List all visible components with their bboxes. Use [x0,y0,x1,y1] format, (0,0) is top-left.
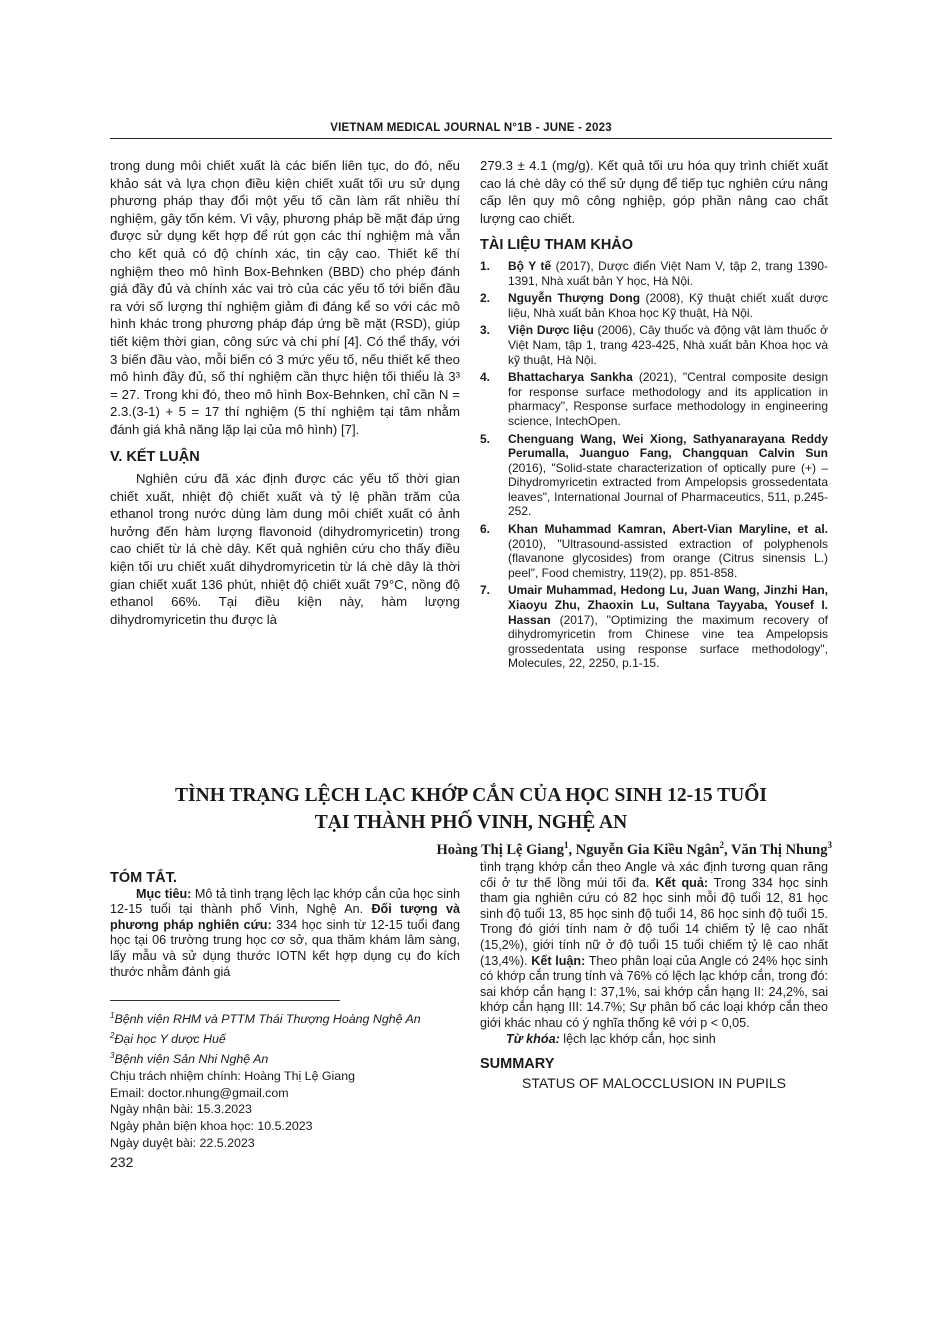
date-approved: Ngày duyệt bài: 22.5.2023 [110,1135,255,1150]
footnotes [110,1008,460,1152]
body-paragraph: trong dung môi chiết xuất là các biến liên tục, do đó, nếu khảo sát và lựa chọn điều kiện chiết xuất tối ưu sử dụng phương pháp thay đổi một yếu tố cần làm rất nhiều thí nghiệm, gây tốn kém. Vì vậy, phương pháp bề mặt đáp ứng được sử dụng kết hợp để rút gọn các thí nghiệm mà vẫn cho kết quả có độ chính xác, tin cậy cao. Thiết kế thí nghiệm theo mô hình Box-Behnken (BBD) cho phép đánh giá đầy đủ và chính xác vai trò của các yếu tố tới biến đầu ra với số lượng thí nghiệm giảm đi đáng kể so với các mô hình khác trong phương pháp đáp ứng bề mặt (RSD), giúp tiết kiệm thời gian, công sức và chi phí [4]. Có thể thấy, với 3 biến đầu vào, mỗi biến có 3 mức yếu tố, nếu thiết kế theo mô hình đầy đủ, số thí nghiệm cần thực hiện tối thiểu là 3³ = 27. Trong khi đó, theo mô hình Box-Behnken, chỉ cần N = 2.3.(3-1) + 5 = 17 thí nghiệm (5 thí nghiệm tại tâm nhằm đánh giá khả năng lặp lại của mô hình) [7]. [110,158,460,437]
affiliation-footnote [110,1028,460,1048]
date-received: Ngày nhận bài: 15.3.2023 [110,1102,252,1117]
conclusion-paragraph: Nghiên cứu đã xác định được các yếu tố thời gian chiết xuất, nhiệt độ chiết xuất và tỷ lệ phần trăm của ethanol trong nước dùng làm dung môi chiết xuất có ảnh hưởng đến hàm lượng flavonoid (dihydromyricetin) trong cao chiết từ lá chè dây. Kết quả nghiên cứu cho thấy điều kiện tối ưu chiết xuất dihydromyricetin từ lá chè dây là thời gian chiết xuất 136 phút, nhiệt độ chiết xuất 79°C, nồng độ ethanol 66%. Tại điều kiện này, hàm lượng dihydromyricetin thu được là [110,471,460,627]
contact-email: Email: doctor.nhung@gmail.com [110,1085,289,1100]
author-name: , Văn Thị Nhung [724,841,828,858]
footnote-text: Đại học Y dược Huế [114,1032,226,1047]
responsible-author: Chịu trách nhiệm chính: Hoàng Thị Lệ Giang [110,1068,355,1083]
reference-item [480,583,828,671]
reference-author: Bhattacharya Sankha [508,370,633,385]
reference-item [480,370,828,428]
abstract-heading: TÓM TẮT. [110,870,177,886]
article-title-line: TẠI THÀNH PHỐ VINH, NGHỆ AN [314,812,628,833]
reference-text: (2017), Dược điển Việt Nam V, tập 2, trang 1390-1391, Nhà xuất bản Y học, Hà Nội. [508,258,829,288]
footnote-rule [110,1000,340,1001]
keywords-text: lệch lạc khớp cắn, học sinh [559,1031,716,1046]
result-label: Kết quả: [649,875,709,890]
reference-number: 5. [480,431,491,446]
reference-text: (2010), "Ultrasound-assisted extraction of polyphenols (flavanone glycosides) from orange (Citrus sinensis L.) peel", Food chemistry, 119(2), pp. 851-858. [508,536,828,580]
abstract-left-column [110,871,460,980]
author-name: , Nguyễn Gia Kiều Ngân [568,841,720,858]
author-affiliation-mark: 1 [563,840,569,850]
reference-author: Chenguang Wang, Wei Xiong, Sathyanarayana Reddy Perumalla, Juanguo Fang, Changquan Calvin Sun [508,431,828,461]
author-affiliation-mark: 3 [827,840,832,850]
result-text: Trong 334 học sinh tham gia nghiên cứu có 82 học sinh mỗi độ tuổi 12, 81 học sinh độ tuổi 13, 85 học sinh độ tuổi 14, 86 học sinh độ tuổi 15. Trong đó giới tính nam ở độ tuổi 14 chiếm tỷ lệ cao nhất (15,2%), giới tính nữ ở độ tuổi 15 tuổi chiếm tỷ lệ cao nhất (13,4%). [480,875,829,968]
reference-author: Nguyễn Thượng Dong [508,291,641,306]
section-heading-conclusion: V. KẾT LUẬN [110,448,200,465]
article-title-line: TÌNH TRẠNG LỆCH LẠC KHỚP CẮN CỦA HỌC SINH 12-15 TUỔI [175,785,767,806]
header-rule [110,138,832,139]
keywords-label: Từ khóa: [506,1031,560,1046]
affiliation-footnote [110,1008,460,1028]
summary-title: STATUS OF MALOCCLUSION IN PUPILS [522,1074,786,1091]
reference-item [480,522,828,580]
footnote-text: Bệnh viện Sản Nhi Nghệ An [114,1051,269,1066]
conclusion-label: Kết luận: [527,953,586,968]
article-title [110,782,832,836]
article-authors [110,840,832,859]
reference-text: (2021), "Central composite design for response surface methodology and its application in pharmacy", Response surface methodology in engineering science, IntechOpen. [508,370,828,428]
reference-text: (2006), Cây thuốc và động vật làm thuốc ở Việt Nam, tập 1, trang 423-425, Nhà xuất bản Khoa học và kỹ thuật, Hà Nội. [508,323,828,367]
reference-number: 6. [480,522,491,537]
objective-text: Mô tả tình trạng lệch lạc khớp cắn của học sinh 12-15 tuổi tại thành phố Vinh, Nghệ An. [110,886,460,917]
reference-item [480,432,828,520]
objective-label: Mục tiêu: [136,886,192,901]
method-label: Đối tượng và phương pháp nghiên cứu: [110,902,460,932]
reference-item [480,291,828,320]
reference-list [480,259,828,671]
reference-author: Khan Muhammad Kamran, Abert-Vian Maryline, et al. [508,522,828,537]
author-affiliation-mark: 2 [719,840,725,850]
reference-number: 3. [480,323,491,338]
left-column [110,157,460,628]
conclusion-text: Theo phân loại của Angle có 24% học sinh có khớp cắn trung tính và 76% có lệch lạc khớp cắn, trong đó: sai khớp cắn hạng I: 37,1%, sai khớp cắn hạng II: 24,2%, sai khớp cắn hạng III: 14.7%; Sự phân bố các loại khớp cắn theo giới khác nhau có ý nghĩa thống kê với p < 0,05. [480,953,828,1030]
reference-author: Viện Dược liệu [508,323,594,338]
reference-item [480,323,828,367]
abstract-right-column [480,860,828,1091]
reference-text: (2017), "Optimizing the maximum recovery of dihydromyricetin from Chinese vine tea Ampelopsis grossedentata using response surface methodology", Molecules, 22, 2250, p.1-15. [508,612,828,671]
footnote-mark: 3 [110,1050,115,1060]
date-reviewed: Ngày phản biện khoa học: 10.5.2023 [110,1119,313,1134]
method-text: 334 học sinh từ 12-15 tuổi đang học tại 06 trường trung học cơ sở, qua thăm khám lâm sàng, lấy mẫu và sử dụng thước IOTN kết hợp dụng cụ đo kích thước nhằm đánh giá [110,917,460,979]
reference-number: 7. [480,583,491,598]
author-name: Hoàng Thị Lệ Giang [436,841,564,858]
body-paragraph: 279.3 ± 4.1 (mg/g). Kết quả tối ưu hóa quy trình chiết xuất cao lá chè dây có thể sử dụng để tiếp tục nghiên cứu nâng cấp lên quy mô công nghiệp, góp phần nâng cao chất lượng cao chiết. [480,158,828,226]
page-number: 232 [110,1154,134,1170]
reference-text: (2008), Kỹ thuật chiết xuất dược liệu, Nhà xuất bản Khoa học Kỹ thuật, Hà Nội. [508,291,828,320]
reference-number: 4. [480,370,491,385]
journal-header: VIETNAM MEDICAL JOURNAL N°1B - JUNE - 2023 [330,122,612,134]
summary-heading: SUMMARY [480,1056,555,1073]
footnote-mark: 1 [110,1011,115,1020]
keywords [480,1032,828,1048]
abstract-paragraph [480,860,828,1032]
footnote-text: Bệnh viện RHM và PTTM Thái Thượng Hoàng Nghệ An [114,1012,421,1027]
abstract-paragraph [110,887,460,981]
reference-author: Bộ Y tế [508,258,552,273]
reference-number: 1. [480,258,491,273]
right-column [480,157,828,674]
reference-text: (2016), "Solid-state characterization of optically pure (+) – Dihydromyricetin extracted from Ampelopsis grossedentata leaves", International Journal of Pharmaceutics, 511, p.245-252. [508,460,828,519]
section-heading-references: TÀI LIỆU THAM KHẢO [480,237,634,254]
reference-item [480,259,828,288]
reference-author: Umair Muhammad, Hedong Lu, Juan Wang, Jinzhi Han, Xiaoyu Zhu, Zhaoxin Lu, Sultana Tayyaba, Yousef I. Hassan [508,583,828,627]
affiliation-footnote [110,1048,460,1068]
footnote-mark: 2 [110,1030,115,1040]
reference-number: 2. [480,291,491,306]
abstract-text: tình trạng khớp cắn theo Angle và xác định tương quan răng cối ở tư thế lồng múi tối đa. [480,860,828,890]
